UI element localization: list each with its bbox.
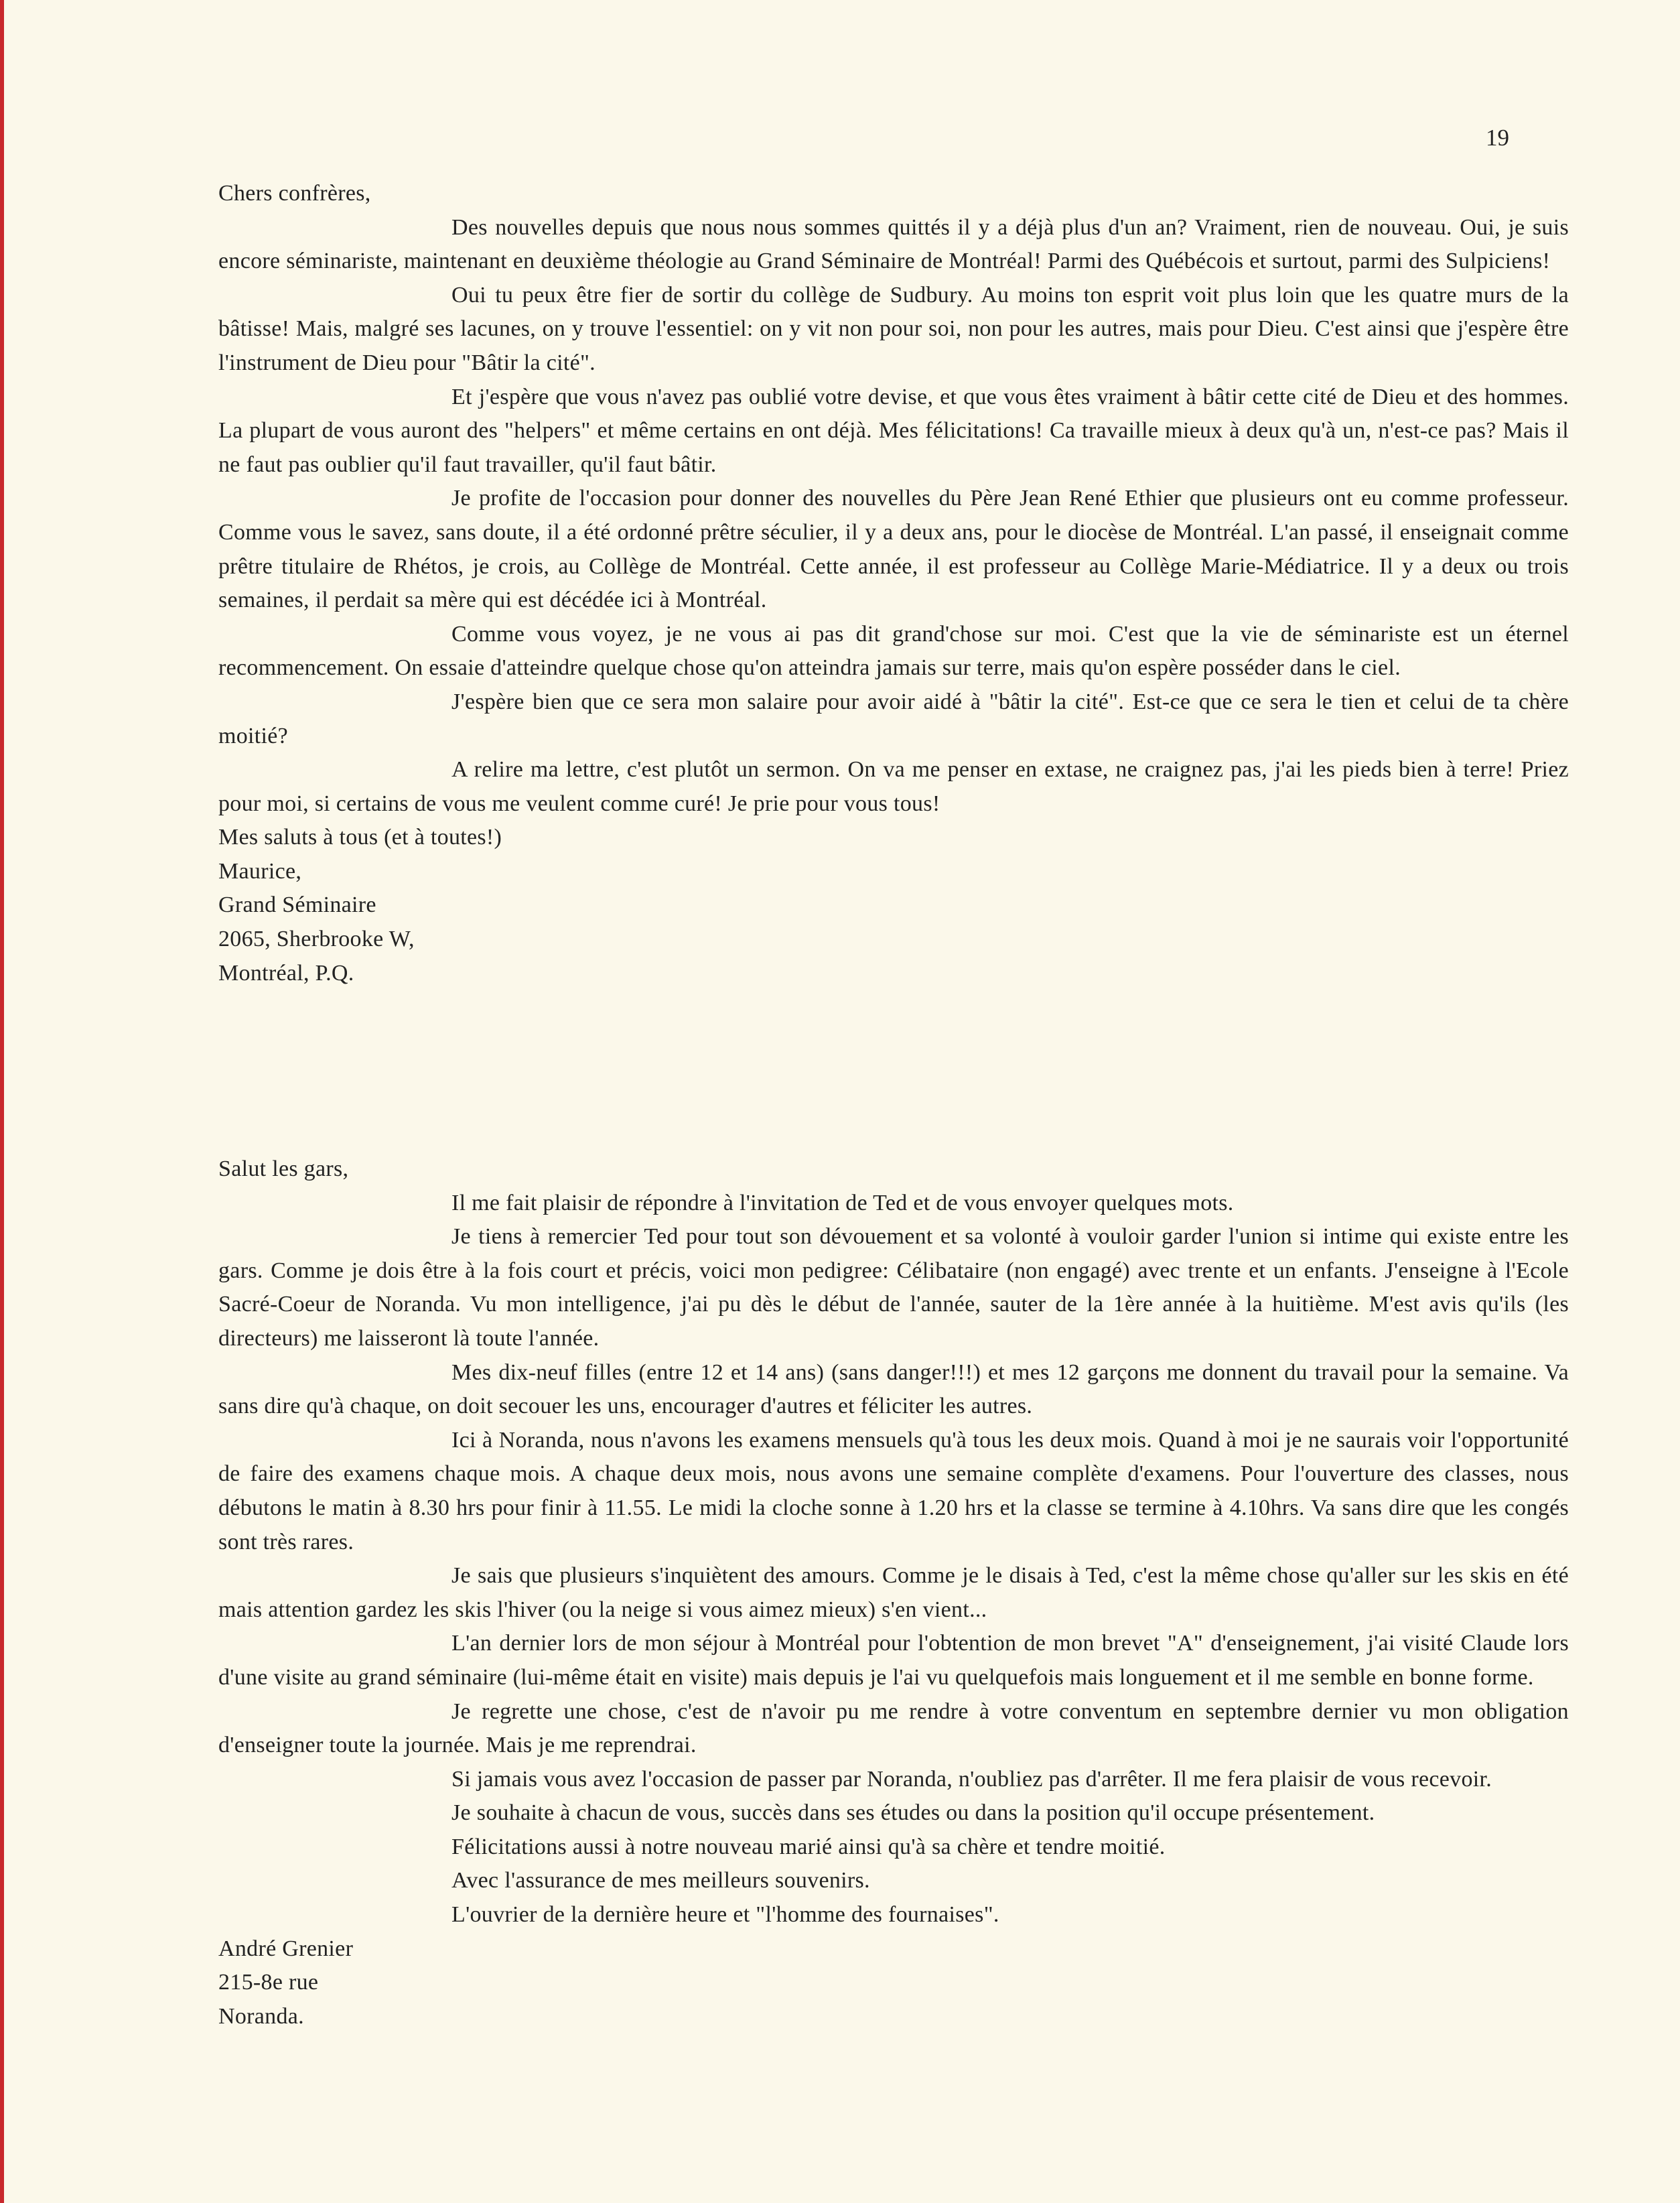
letter-paragraph: Comme vous voyez, je ne vous ai pas dit grand'chose sur moi. C'est que la vie de séminariste est un éternel recommencement. On essaie d'atteindre quelque chose qu'on atteindra jamais sur terre, mais qu'on espère posséder dans le ciel.	[218, 621, 1569, 681]
signature-address-line: Noranda.	[218, 2003, 304, 2029]
signature-address-line: Montréal, P.Q.	[218, 960, 354, 986]
letter-paragraph: J'espère bien que ce sera mon salaire pour avoir aidé à "bâtir la cité". Est-ce que ce sera le tien et celui de ta chère moitié?	[218, 689, 1569, 748]
letter-paragraph: Je tiens à remercier Ted pour tout son dévouement et sa volonté à vouloir garder l'union si intime qui existe entre les gars. Comme je dois être à la fois court et précis, voici mon pedigree: Célibataire (non engagé) avec trente et un enfants. J'enseigne à l'Ecole Sacré-Coeur de Noranda. Vu mon intelligence, j'ai pu dès le début de l'année, sauter de la 1ère année à la huitième. M'est avis qu'ils (les directeurs) me laisseront là toute l'année.	[218, 1224, 1569, 1351]
signature-address-line: 2065, Sherbrooke W,	[218, 927, 415, 952]
letter-paragraph: Je profite de l'occasion pour donner des nouvelles du Père Jean René Ethier que plusieurs ont eu comme professeur. Comme vous le savez, sans doute, il a été ordonné prêtre séculier, il y a deux ans, pour le diocèse de Montréal. L'an passé, il enseignait comme prêtre titulaire de Rhétos, je crois, au Collège de Montréal. Cette année, il est professeur au Collège Marie-Médiatrice. Il y a deux ou trois semaines, il perdait sa mère qui est décédée ici à Montréal.	[218, 486, 1569, 613]
letter-paragraph: Si jamais vous avez l'occasion de passer par Noranda, n'oubliez pas d'arrêter. Il me fera plaisir de vous recevoir.	[451, 1766, 1492, 1792]
signature-line: Mes saluts à tous (et à toutes!)	[218, 825, 502, 850]
letter-paragraph: Oui tu peux être fier de sortir du collège de Sudbury. Au moins ton esprit voit plus loin que les quatre murs de la bâtisse! Mais, malgré ses lacunes, on y trouve l'essentiel: on y vit non pour soi, non pour les autres, mais pour Dieu. C'est ainsi que j'espère être l'instrument de Dieu pour "Bâtir la cité".	[218, 282, 1569, 375]
letter-maurice	[218, 177, 1569, 990]
letter-paragraph: Je souhaite à chacun de vous, succès dans ses études ou dans la position qu'il occupe présentement.	[451, 1800, 1375, 1826]
letter-paragraph: L'an dernier lors de mon séjour à Montréal pour l'obtention de mon brevet "A" d'enseignement, j'ai visité Claude lors d'une visite au grand séminaire (lui-même était en visite) mais depuis je l'ai vu quelquefois mais longuement et il me semble en bonne forme.	[218, 1631, 1569, 1690]
letter-greeting: Chers confrères,	[218, 181, 371, 206]
letter-paragraph: Ici à Noranda, nous n'avons les examens mensuels qu'à tous les deux mois. Quand à moi je ne saurais voir l'opportunité de faire des examens chaque mois. A chaque deux mois, nous avons une semaine complète d'examens. Pour l'ouverture des classes, nous débutons le matin à 8.30 hrs pour finir à 11.55. Le midi la cloche sonne à 1.20 hrs et la classe se termine à 4.10hrs. Va sans dire que les congés sont très rares.	[218, 1427, 1569, 1554]
letter-paragraph: Des nouvelles depuis que nous nous sommes quittés il y a déjà plus d'un an? Vraiment, rien de nouveau. Oui, je suis encore séminariste, maintenant en deuxième théologie au Grand Séminaire de Montréal! Parmi des Québécois et surtout, parmi des Sulpiciens!	[218, 214, 1569, 274]
signature-name: André Grenier	[218, 1936, 354, 1961]
letter-paragraph: L'ouvrier de la dernière heure et "l'homme des fournaises".	[451, 1902, 999, 1928]
letter-paragraph: Je sais que plusieurs s'inquiètent des amours. Comme je le disais à Ted, c'est la même chose qu'aller sur les skis en été mais attention gardez les skis l'hiver (ou la neige si vous aimez mieux) s'en vient...	[218, 1563, 1569, 1622]
page-number: 19	[1486, 125, 1509, 151]
letter-greeting: Salut les gars,	[218, 1156, 349, 1181]
letter-paragraph: Félicitations aussi à notre nouveau marié ainsi qu'à sa chère et tendre moitié.	[451, 1834, 1166, 1859]
letter-paragraph: Avec l'assurance de mes meilleurs souvenirs.	[451, 1868, 870, 1893]
page-left-edge	[0, 0, 4, 2203]
letter-paragraph: Il me fait plaisir de répondre à l'invitation de Ted et de vous envoyer quelques mots.	[451, 1190, 1234, 1215]
letter-paragraph: A relire ma lettre, c'est plutôt un sermon. On va me penser en extase, ne craignez pas, j'ai les pieds bien à terre! Priez pour moi, si certains de vous me veulent comme curé! Je prie pour vous tous!	[218, 757, 1569, 816]
signature-name: Maurice,	[218, 858, 302, 884]
signature-address-line: 215-8e rue	[218, 1970, 319, 1995]
signature-address-line: Grand Séminaire	[218, 892, 376, 918]
letter-paragraph: Et j'espère que vous n'avez pas oublié votre devise, et que vous êtes vraiment à bâtir cette cité de Dieu et des hommes. La plupart de vous auront des "helpers" et même certains en ont déjà. Mes félicitations! Ca travaille mieux à deux qu'à un, n'est-ce pas? Mais il ne faut pas oublier qu'il faut travailler, qu'il faut bâtir.	[218, 384, 1569, 477]
letter-andre	[218, 1152, 1569, 2033]
letter-paragraph: Je regrette une chose, c'est de n'avoir pu me rendre à votre conventum en septembre dernier vu mon obligation d'enseigner toute la journée. Mais je me reprendrai.	[218, 1698, 1569, 1758]
letter-paragraph: Mes dix-neuf filles (entre 12 et 14 ans) (sans danger!!!) et mes 12 garçons me donnent du travail pour la semaine. Va sans dire qu'à chaque, on doit secouer les uns, encourager d'autres et féliciter les autres.	[218, 1359, 1569, 1419]
